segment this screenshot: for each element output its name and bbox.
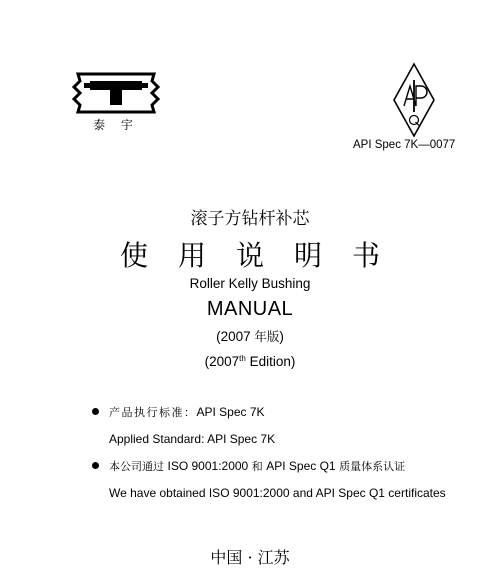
- manual-title-en: MANUAL: [206, 298, 294, 320]
- product-title-cn: 滚子方钻杆补芯: [190, 209, 310, 229]
- certification-and-cn: 和: [248, 460, 267, 473]
- footer-location: 中国 · 江苏: [210, 548, 290, 567]
- tianyu-t-logo-icon: [72, 72, 160, 114]
- edition-year-close: ): [279, 329, 284, 344]
- edition-year-open: (2007: [216, 329, 255, 344]
- edition-year-cn-word: 年版: [254, 329, 280, 344]
- edition-year-en: [0, 354, 500, 369]
- standard-line-en: Applied Standard: API Spec 7K: [109, 432, 276, 446]
- certification-api: API Spec Q1: [266, 459, 336, 473]
- bullet-dot-icon: [92, 462, 99, 469]
- company-name-cn: 泰 宇: [93, 118, 139, 132]
- api-spec-number: API Spec 7K—0077: [353, 139, 456, 151]
- company-logo: [72, 72, 160, 134]
- edition-superscript: th: [239, 354, 246, 363]
- edition-year: (2007: [204, 354, 240, 369]
- bullet-dot-icon: [92, 408, 99, 415]
- certification-prefix-cn: 本公司通过: [109, 460, 168, 473]
- standard-line-cn: [109, 404, 265, 420]
- manual-title-cn: 使用说明书: [119, 239, 410, 272]
- api-monogram: [392, 62, 436, 138]
- api-monogram-icon: [392, 62, 436, 138]
- product-title-en: Roller Kelly Bushing: [189, 276, 311, 291]
- edition-word: Edition): [245, 354, 296, 369]
- certification-line-cn: [109, 458, 405, 474]
- certification-iso: ISO 9001:2000: [167, 459, 249, 473]
- standard-value-cn: API Spec 7K: [196, 405, 265, 419]
- standard-label-cn: 产品执行标准：: [109, 406, 197, 419]
- certification-line-en: We have obtained ISO 9001:2000 and API Spec Q1 certificates: [109, 486, 446, 500]
- edition-year-cn: [0, 327, 500, 345]
- certification-suffix-cn: 质量体系认证: [335, 460, 406, 473]
